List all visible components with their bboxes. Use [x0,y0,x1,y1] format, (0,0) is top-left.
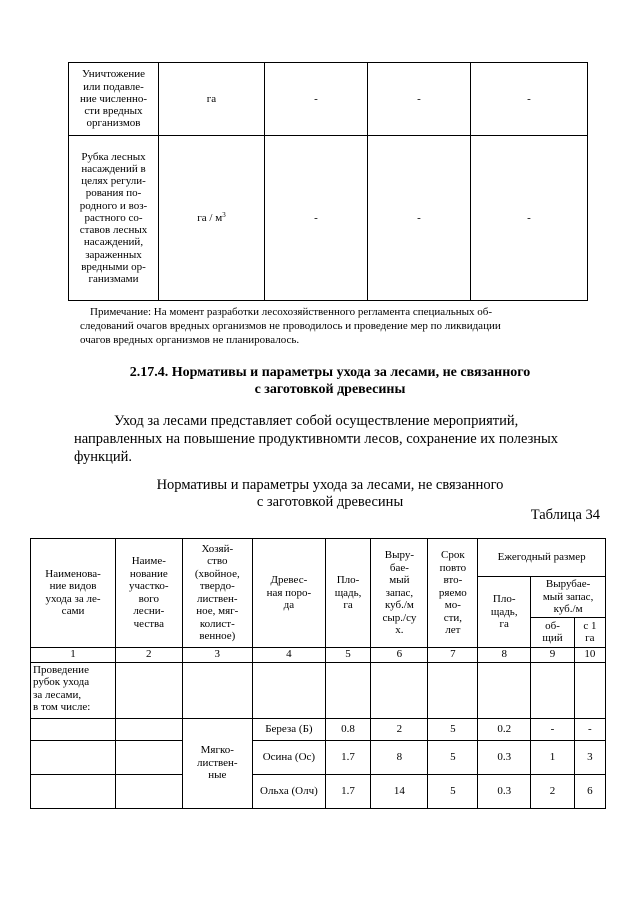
header-cell: Ежегодный размер [478,539,606,577]
header-line: листвен- [196,592,238,605]
column-number: 1 [31,647,116,662]
activity-line: Проведение [33,663,89,676]
header-line: твердо- [199,580,235,593]
header-line: вто- [443,574,463,586]
header-line: лет [445,624,461,636]
table-row [69,136,588,301]
header-line: Наиме- [131,555,166,568]
header-line: га [499,618,509,630]
header-line: запас, [385,586,414,599]
total-stock-cell: 1 [531,740,575,774]
header-cell [574,617,605,647]
header-line: повто [439,561,467,574]
header-line: сыр./су [382,611,417,624]
table-caption [60,477,600,511]
header-cell [428,539,478,648]
heading-line: 2.17.4. Нормативы и параметры ухода за лесами, не связанного [129,365,531,380]
column-number: 8 [478,647,531,662]
header-line: Хозяй- [201,542,234,555]
stock-cell: 2 [371,718,428,740]
empty-cell [531,662,575,718]
group-line: листвен- [196,756,238,769]
annual-area-cell: 0.3 [478,774,531,808]
activity-name-line: или подавле- [83,80,144,93]
total-stock-cell: 2 [531,774,575,808]
body-paragraph [74,412,596,466]
note-line: Примечание: На момент разработки лесохозяйственного регламента специальных об- [90,306,493,318]
empty-cell [428,662,478,718]
activity-name-line: зараженных [85,248,142,261]
empty-cell [31,740,116,774]
area-cell: 1.7 [325,774,371,808]
header-line: участко- [129,580,169,593]
header-line: венное) [199,630,236,643]
header-line: ние видов [49,580,97,593]
activity-name-cell [69,136,159,301]
value-cell: - [368,136,471,301]
species-cell: Осина (Ос) [253,740,326,774]
value-cell: - [265,63,368,136]
empty-cell [371,662,428,718]
header-line: сти, [443,611,463,624]
unit-text: га / м [197,211,223,224]
activity-name-cell [69,63,159,136]
activity-full-name [0,0,1,1]
table-row [31,718,606,740]
activity-name-line: рования по- [85,187,142,200]
header-line: ное, мяг- [196,605,239,618]
per-ha-cell: 6 [574,774,605,808]
activity-name-line: целях регули- [81,175,146,188]
annual-area-cell: 0.3 [478,740,531,774]
header-line: Выру- [384,549,415,561]
paragraph-line: Уход за лесами представляет собой осуществление мероприятий, [114,413,519,429]
header-line: ная поро- [266,586,312,599]
header-line: мо- [444,599,461,611]
total-stock-cell: - [531,718,575,740]
table-row [31,662,606,718]
activity-name-line: Рубка лесных [81,150,146,163]
activity-name-line: растного со- [84,211,143,224]
header-line: колист- [199,617,235,630]
empty-cell [574,662,605,718]
column-number: 3 [182,647,253,662]
header-cell [371,539,428,648]
empty-cell [253,662,326,718]
header-line: куб./м [553,603,583,615]
forest-care-table [30,538,606,809]
species-cell: Береза (Б) [253,718,326,740]
header-cell [531,617,575,647]
column-number: 6 [371,647,428,662]
column-number: 9 [531,647,575,662]
activity-name-line: ставов лесных [79,224,148,237]
per-ha-cell: - [574,718,605,740]
header-line: лесни- [133,605,165,618]
activity-line: в том числе: [33,701,91,713]
per-ha-cell: 3 [574,740,605,774]
header-line: Пло- [492,593,516,605]
empty-cell [325,662,371,718]
area-cell: 0.8 [325,718,371,740]
table-number: Таблица 34 [530,507,600,523]
activity-name-line: Уничтожение [81,68,145,81]
header-line: Наименова- [45,567,101,580]
unit-superscript: 3 [222,210,226,219]
activity-name-line: насаждений, [83,236,144,249]
group-cell [182,718,253,808]
header-cell [325,539,371,648]
header-line: Пло- [336,574,360,586]
activity-name-line: ние численно- [79,92,147,105]
column-number-row [31,647,606,662]
value-cell: - [368,63,471,136]
unit-cell: га [159,63,265,136]
section-heading [60,364,600,398]
header-line: Срок [441,549,465,561]
activity-name-line: вредными ор- [81,260,146,273]
value-cell: - [471,136,588,301]
activity-name-line: родного и воз- [79,199,148,212]
empty-cell [116,718,182,740]
header-row [31,539,606,577]
empty-cell [116,740,182,774]
header-line: ство [207,555,228,568]
species-cell: Ольха (Олч) [253,774,326,808]
header-line: сами [61,605,85,618]
empty-cell [478,662,531,718]
stock-cell: 14 [371,774,428,808]
header-cell [31,539,116,648]
header-line: бае- [389,561,409,574]
header-line: да [283,599,295,611]
period-cell: 5 [428,774,478,808]
table-row [31,740,606,774]
header-cell [478,577,531,648]
annual-area-cell: 0.2 [478,718,531,740]
header-line: нование [129,567,168,580]
empty-cell [182,662,253,718]
stock-cell: 8 [371,740,428,774]
header-line: щадь, [334,586,362,599]
empty-cell [116,662,182,718]
header-line: с 1 [583,619,597,632]
header-line: мый запас, [542,590,594,603]
activity-cell [31,662,116,718]
header-cell [182,539,253,648]
header-line: Вырубае- [545,578,591,590]
group-line: ные [208,769,227,782]
activity-line: за лесами, [33,688,82,701]
header-line: куб./м [384,599,414,611]
header-cell [116,539,182,648]
header-line: ряемо [438,586,467,599]
header-line: (хвойное, [194,567,240,580]
header-line: Древес- [270,574,308,586]
header-line: чества [133,617,164,630]
header-line: щий [542,632,563,644]
column-number: 4 [253,647,326,662]
period-cell: 5 [428,740,478,774]
note-line: очагов вредных организмов не планировалось. [80,334,300,346]
pest-control-table [68,62,588,301]
group-line: Мягко- [200,744,234,757]
note-line: следований очагов вредных организмов не проводилось и проведение мер по ликвидации [80,320,501,332]
caption-line: с заготовкой древесины [256,494,404,510]
column-number: 5 [325,647,371,662]
header-line: га [343,599,353,611]
header-line: ухода за ле- [45,592,101,605]
header-cell [531,577,606,618]
paragraph-line: функций. [74,449,132,465]
header-line: мый [389,574,410,586]
table-row [31,774,606,808]
value-cell: - [471,63,588,136]
activity-name-line: организмов [86,117,141,130]
header-line: х. [395,624,404,636]
area-cell: 1.7 [325,740,371,774]
header-line: об- [545,619,560,632]
activity-line: рубок ухода [33,676,90,688]
activity-name-line: сти вредных [84,105,143,118]
header-cell [253,539,326,648]
heading-line: с заготовкой древесины [254,382,406,397]
activity-name-line: ганизмами [88,272,139,285]
column-number: 2 [116,647,182,662]
empty-cell [116,774,182,808]
column-number: 10 [574,647,605,662]
period-cell: 5 [428,718,478,740]
empty-cell [31,718,116,740]
empty-cell [31,774,116,808]
paragraph-line: направленных на повышение продуктивномти лесов, сохранение их полезных [74,431,559,447]
header-line: га [585,632,595,644]
header-line: вого [138,592,159,605]
activity-name-line: насаждений в [81,163,146,176]
caption-line: Нормативы и параметры ухода за лесами, не связанного [156,477,504,493]
header-line: щадь, [490,605,518,618]
column-number: 7 [428,647,478,662]
table-row [69,63,588,136]
table-note [80,305,592,347]
unit-cell [159,136,265,301]
value-cell: - [265,136,368,301]
